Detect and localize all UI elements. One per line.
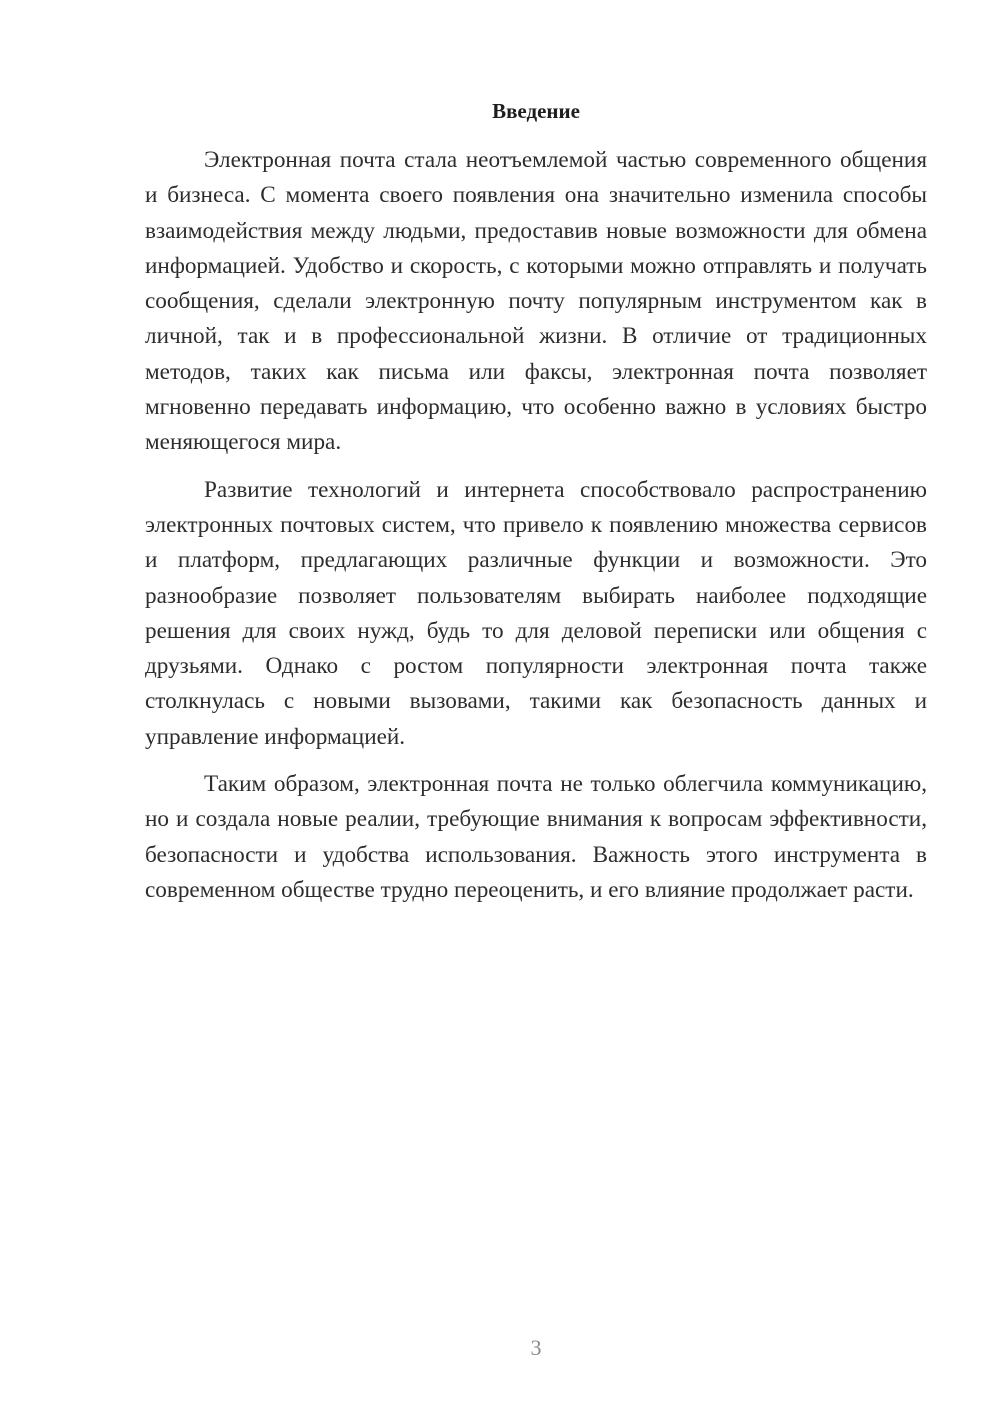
paragraph-2: Развитие технологий и интернета способствовало распространению электронных почтовых систем, что привело к появлению множества сервисов и платформ, предлагающих различные функции и возможности. Это разнообразие позволяет пользователям выбирать наиболее подходящие решения для своих нужд, будь то для деловой переписки или общения с друзьями. Однако с ростом популярности электронная почта также столкнулась с новыми вызовами, такими как безопасность данных и управление информацией. <box>145 476 927 750</box>
section-heading: Введение <box>492 99 580 123</box>
body-text <box>145 143 927 920</box>
paragraph-3: Таким образом, электронная почта не только облегчила коммуникацию, но и создала новые реалии, требующие внимания к вопросам эффективности, безопасности и удобства использования. Важность этого инструмента в современном обществе трудно переоценить, и его влияние продолжает расти. <box>145 771 927 903</box>
paragraph-1: Электронная почта стала неотъемлемой частью современного общения и бизнеса. С момента своего появления она значительно изменила способы взаимодействия между людьми, предоставив новые возможности для обмена информацией. Удобство и скорость, с которыми можно отправлять и получать сообщения, сделали электронную почту популярным инструментом как в личной, так и в профессиональной жизни. В отличие от традиционных методов, таких как письма или факсы, электронная почта позволяет мгновенно передавать информацию, что особенно важно в условиях быстро меняющегося мира. <box>145 147 927 456</box>
page-number: 3 <box>530 1335 542 1360</box>
